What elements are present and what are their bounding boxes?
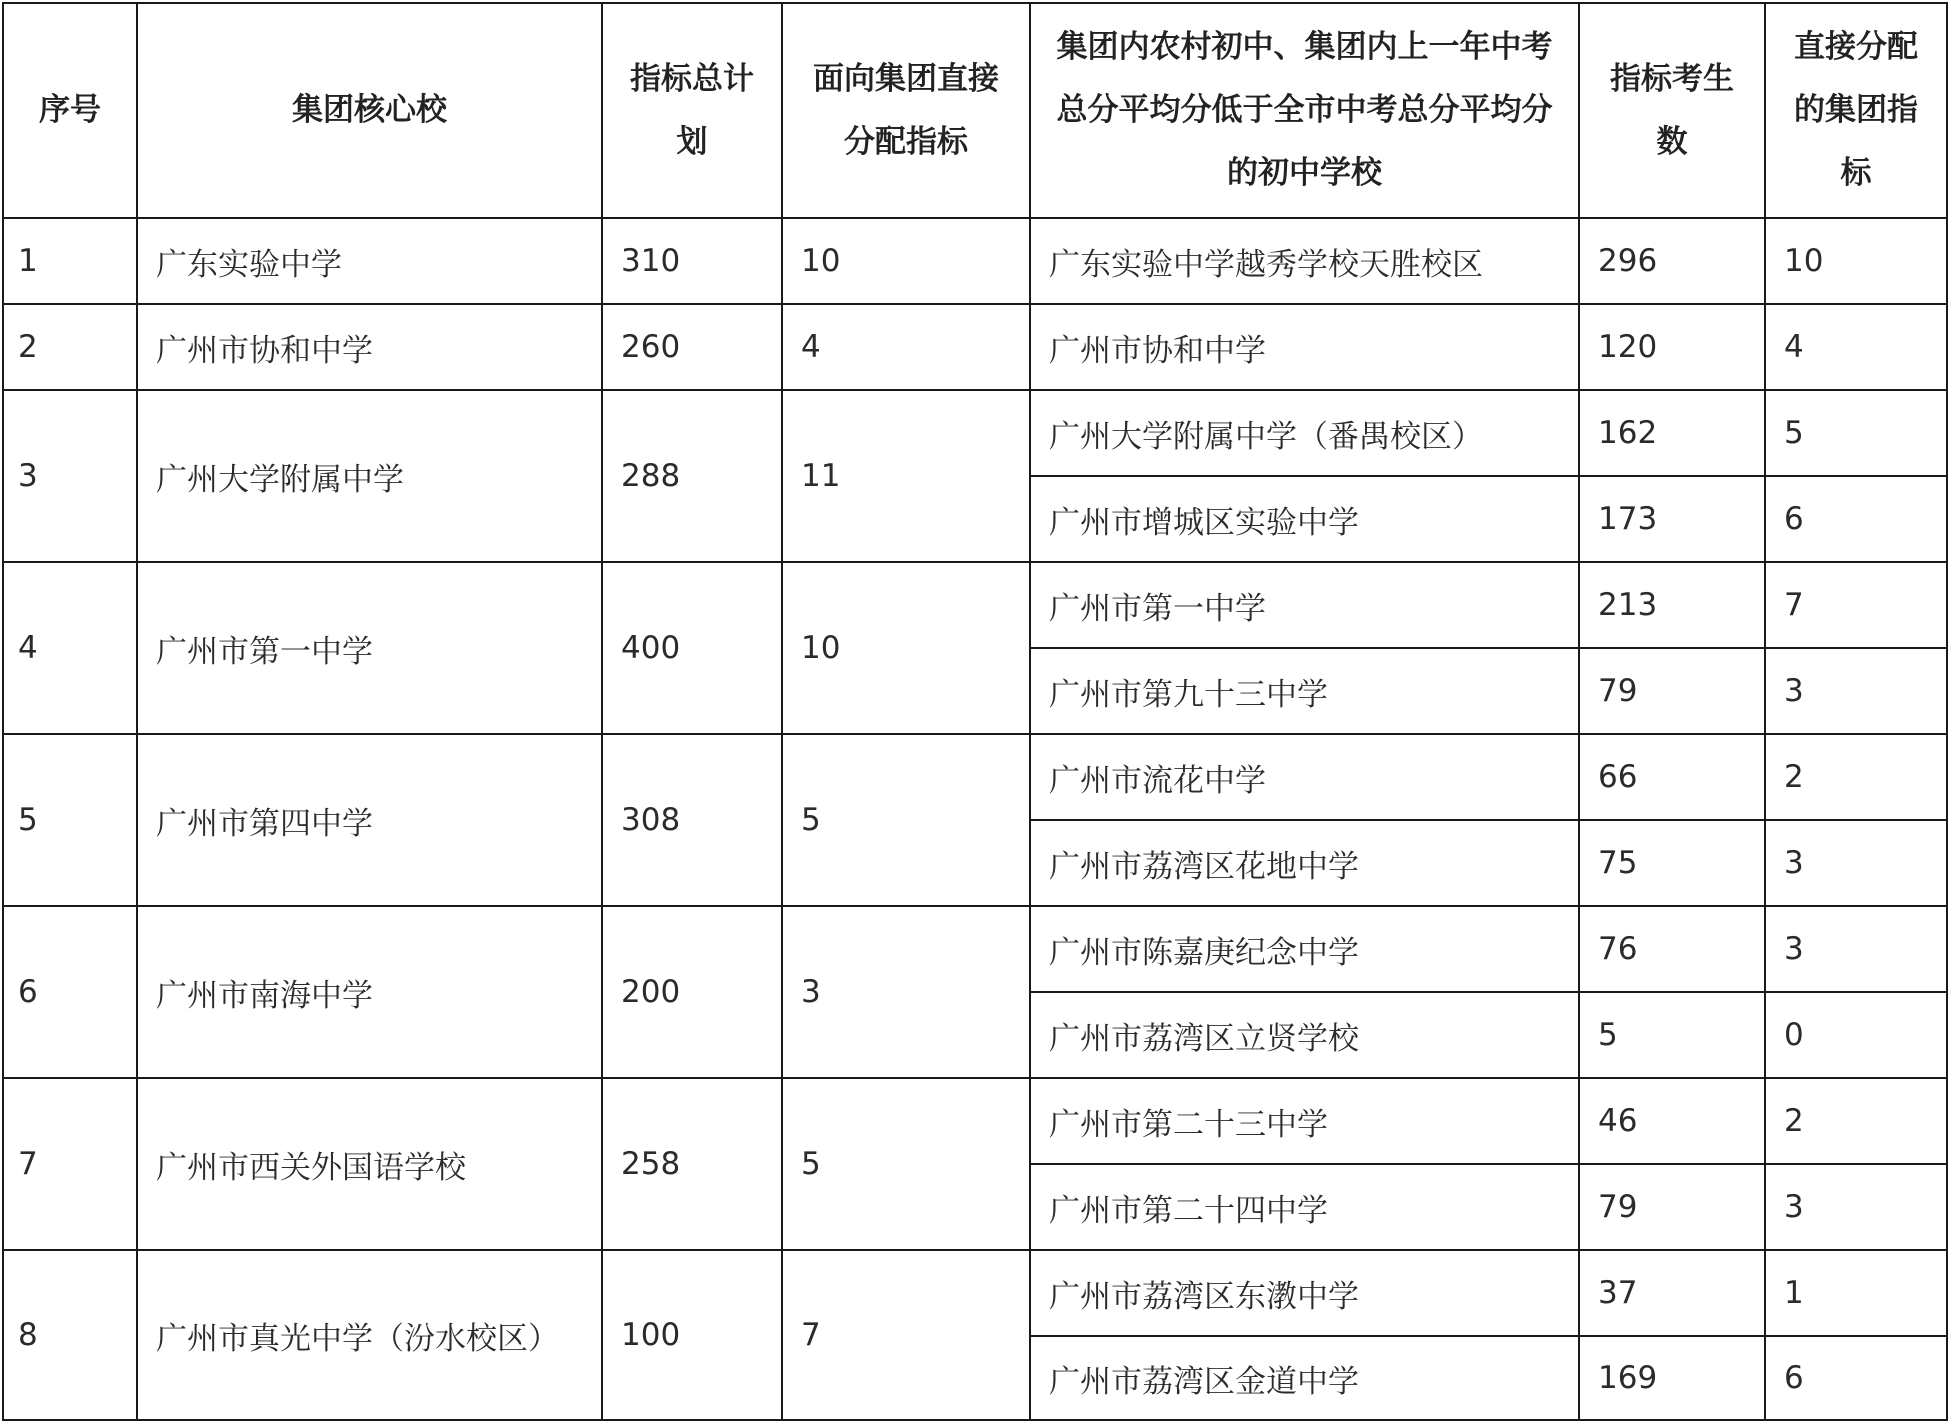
header-examinees: 指标考生数 [1579,3,1765,218]
cell-member-school: 广州市荔湾区立贤学校 [1030,992,1579,1078]
table-row [3,390,1947,476]
cell-allocated: 3 [1765,1164,1947,1250]
cell-seq: 3 [3,390,137,562]
cell-allocated: 3 [1765,906,1947,992]
cell-examinees: 79 [1579,648,1765,734]
cell-seq: 8 [3,1250,137,1420]
cell-allocated: 1 [1765,1250,1947,1336]
cell-member-school: 广州市第九十三中学 [1030,648,1579,734]
table-row [3,1250,1947,1336]
cell-seq: 6 [3,906,137,1078]
cell-examinees: 296 [1579,218,1765,304]
cell-member-school: 广东实验中学越秀学校天胜校区 [1030,218,1579,304]
cell-examinees: 75 [1579,820,1765,906]
cell-total-plan: 288 [602,390,782,562]
cell-examinees: 169 [1579,1336,1765,1420]
cell-member-school: 广州市第二十三中学 [1030,1078,1579,1164]
header-member-schools: 集团内农村初中、集团内上一年中考总分平均分低于全市中考总分平均分的初中学校 [1030,3,1579,218]
cell-allocated: 4 [1765,304,1947,390]
header-core-school: 集团核心校 [137,3,602,218]
cell-core-school: 广州市协和中学 [137,304,602,390]
cell-examinees: 66 [1579,734,1765,820]
cell-allocated: 0 [1765,992,1947,1078]
cell-member-school: 广州市增城区实验中学 [1030,476,1579,562]
table-row [3,734,1947,820]
cell-allocated: 3 [1765,648,1947,734]
cell-total-plan: 200 [602,906,782,1078]
cell-core-school: 广州市西关外国语学校 [137,1078,602,1250]
table-row [3,218,1947,304]
cell-member-school: 广州市荔湾区东漖中学 [1030,1250,1579,1336]
header-allocated: 直接分配的集团指标 [1765,3,1947,218]
header-direct-quota: 面向集团直接分配指标 [782,3,1030,218]
cell-allocated: 3 [1765,820,1947,906]
cell-seq: 7 [3,1078,137,1250]
cell-examinees: 79 [1579,1164,1765,1250]
cell-direct-quota: 10 [782,218,1030,304]
cell-total-plan: 310 [602,218,782,304]
cell-allocated: 7 [1765,562,1947,648]
cell-total-plan: 100 [602,1250,782,1420]
cell-examinees: 37 [1579,1250,1765,1336]
cell-direct-quota: 10 [782,562,1030,734]
cell-core-school: 广州大学附属中学 [137,390,602,562]
cell-member-school: 广州市第二十四中学 [1030,1164,1579,1250]
table-row [3,562,1947,648]
table-header-row [3,3,1947,218]
cell-examinees: 213 [1579,562,1765,648]
cell-member-school: 广州市流花中学 [1030,734,1579,820]
table-row [3,1078,1947,1164]
cell-total-plan: 400 [602,562,782,734]
cell-seq: 1 [3,218,137,304]
cell-core-school: 广州市第一中学 [137,562,602,734]
cell-examinees: 173 [1579,476,1765,562]
cell-member-school: 广州大学附属中学（番禺校区） [1030,390,1579,476]
cell-total-plan: 258 [602,1078,782,1250]
cell-examinees: 120 [1579,304,1765,390]
cell-direct-quota: 5 [782,1078,1030,1250]
cell-examinees: 76 [1579,906,1765,992]
cell-member-school: 广州市陈嘉庚纪念中学 [1030,906,1579,992]
cell-core-school: 广州市真光中学（汾水校区） [137,1250,602,1420]
cell-core-school: 广州市南海中学 [137,906,602,1078]
cell-allocated: 2 [1765,734,1947,820]
cell-allocated: 2 [1765,1078,1947,1164]
table-body [3,218,1947,1420]
cell-direct-quota: 4 [782,304,1030,390]
cell-allocated: 5 [1765,390,1947,476]
cell-core-school: 广州市第四中学 [137,734,602,906]
cell-examinees: 5 [1579,992,1765,1078]
cell-member-school: 广州市荔湾区花地中学 [1030,820,1579,906]
header-seq: 序号 [3,3,137,218]
cell-total-plan: 308 [602,734,782,906]
table-row [3,906,1947,992]
cell-core-school: 广东实验中学 [137,218,602,304]
cell-total-plan: 260 [602,304,782,390]
table-row [3,304,1947,390]
cell-direct-quota: 3 [782,906,1030,1078]
cell-allocated: 6 [1765,476,1947,562]
cell-allocated: 6 [1765,1336,1947,1420]
header-total-plan: 指标总计划 [602,3,782,218]
cell-member-school: 广州市第一中学 [1030,562,1579,648]
cell-seq: 4 [3,562,137,734]
cell-seq: 5 [3,734,137,906]
cell-direct-quota: 11 [782,390,1030,562]
cell-examinees: 46 [1579,1078,1765,1164]
cell-examinees: 162 [1579,390,1765,476]
cell-direct-quota: 5 [782,734,1030,906]
cell-member-school: 广州市协和中学 [1030,304,1579,390]
cell-member-school: 广州市荔湾区金道中学 [1030,1336,1579,1420]
cell-direct-quota: 7 [782,1250,1030,1420]
allocation-table [2,2,1948,1421]
cell-allocated: 10 [1765,218,1947,304]
cell-seq: 2 [3,304,137,390]
